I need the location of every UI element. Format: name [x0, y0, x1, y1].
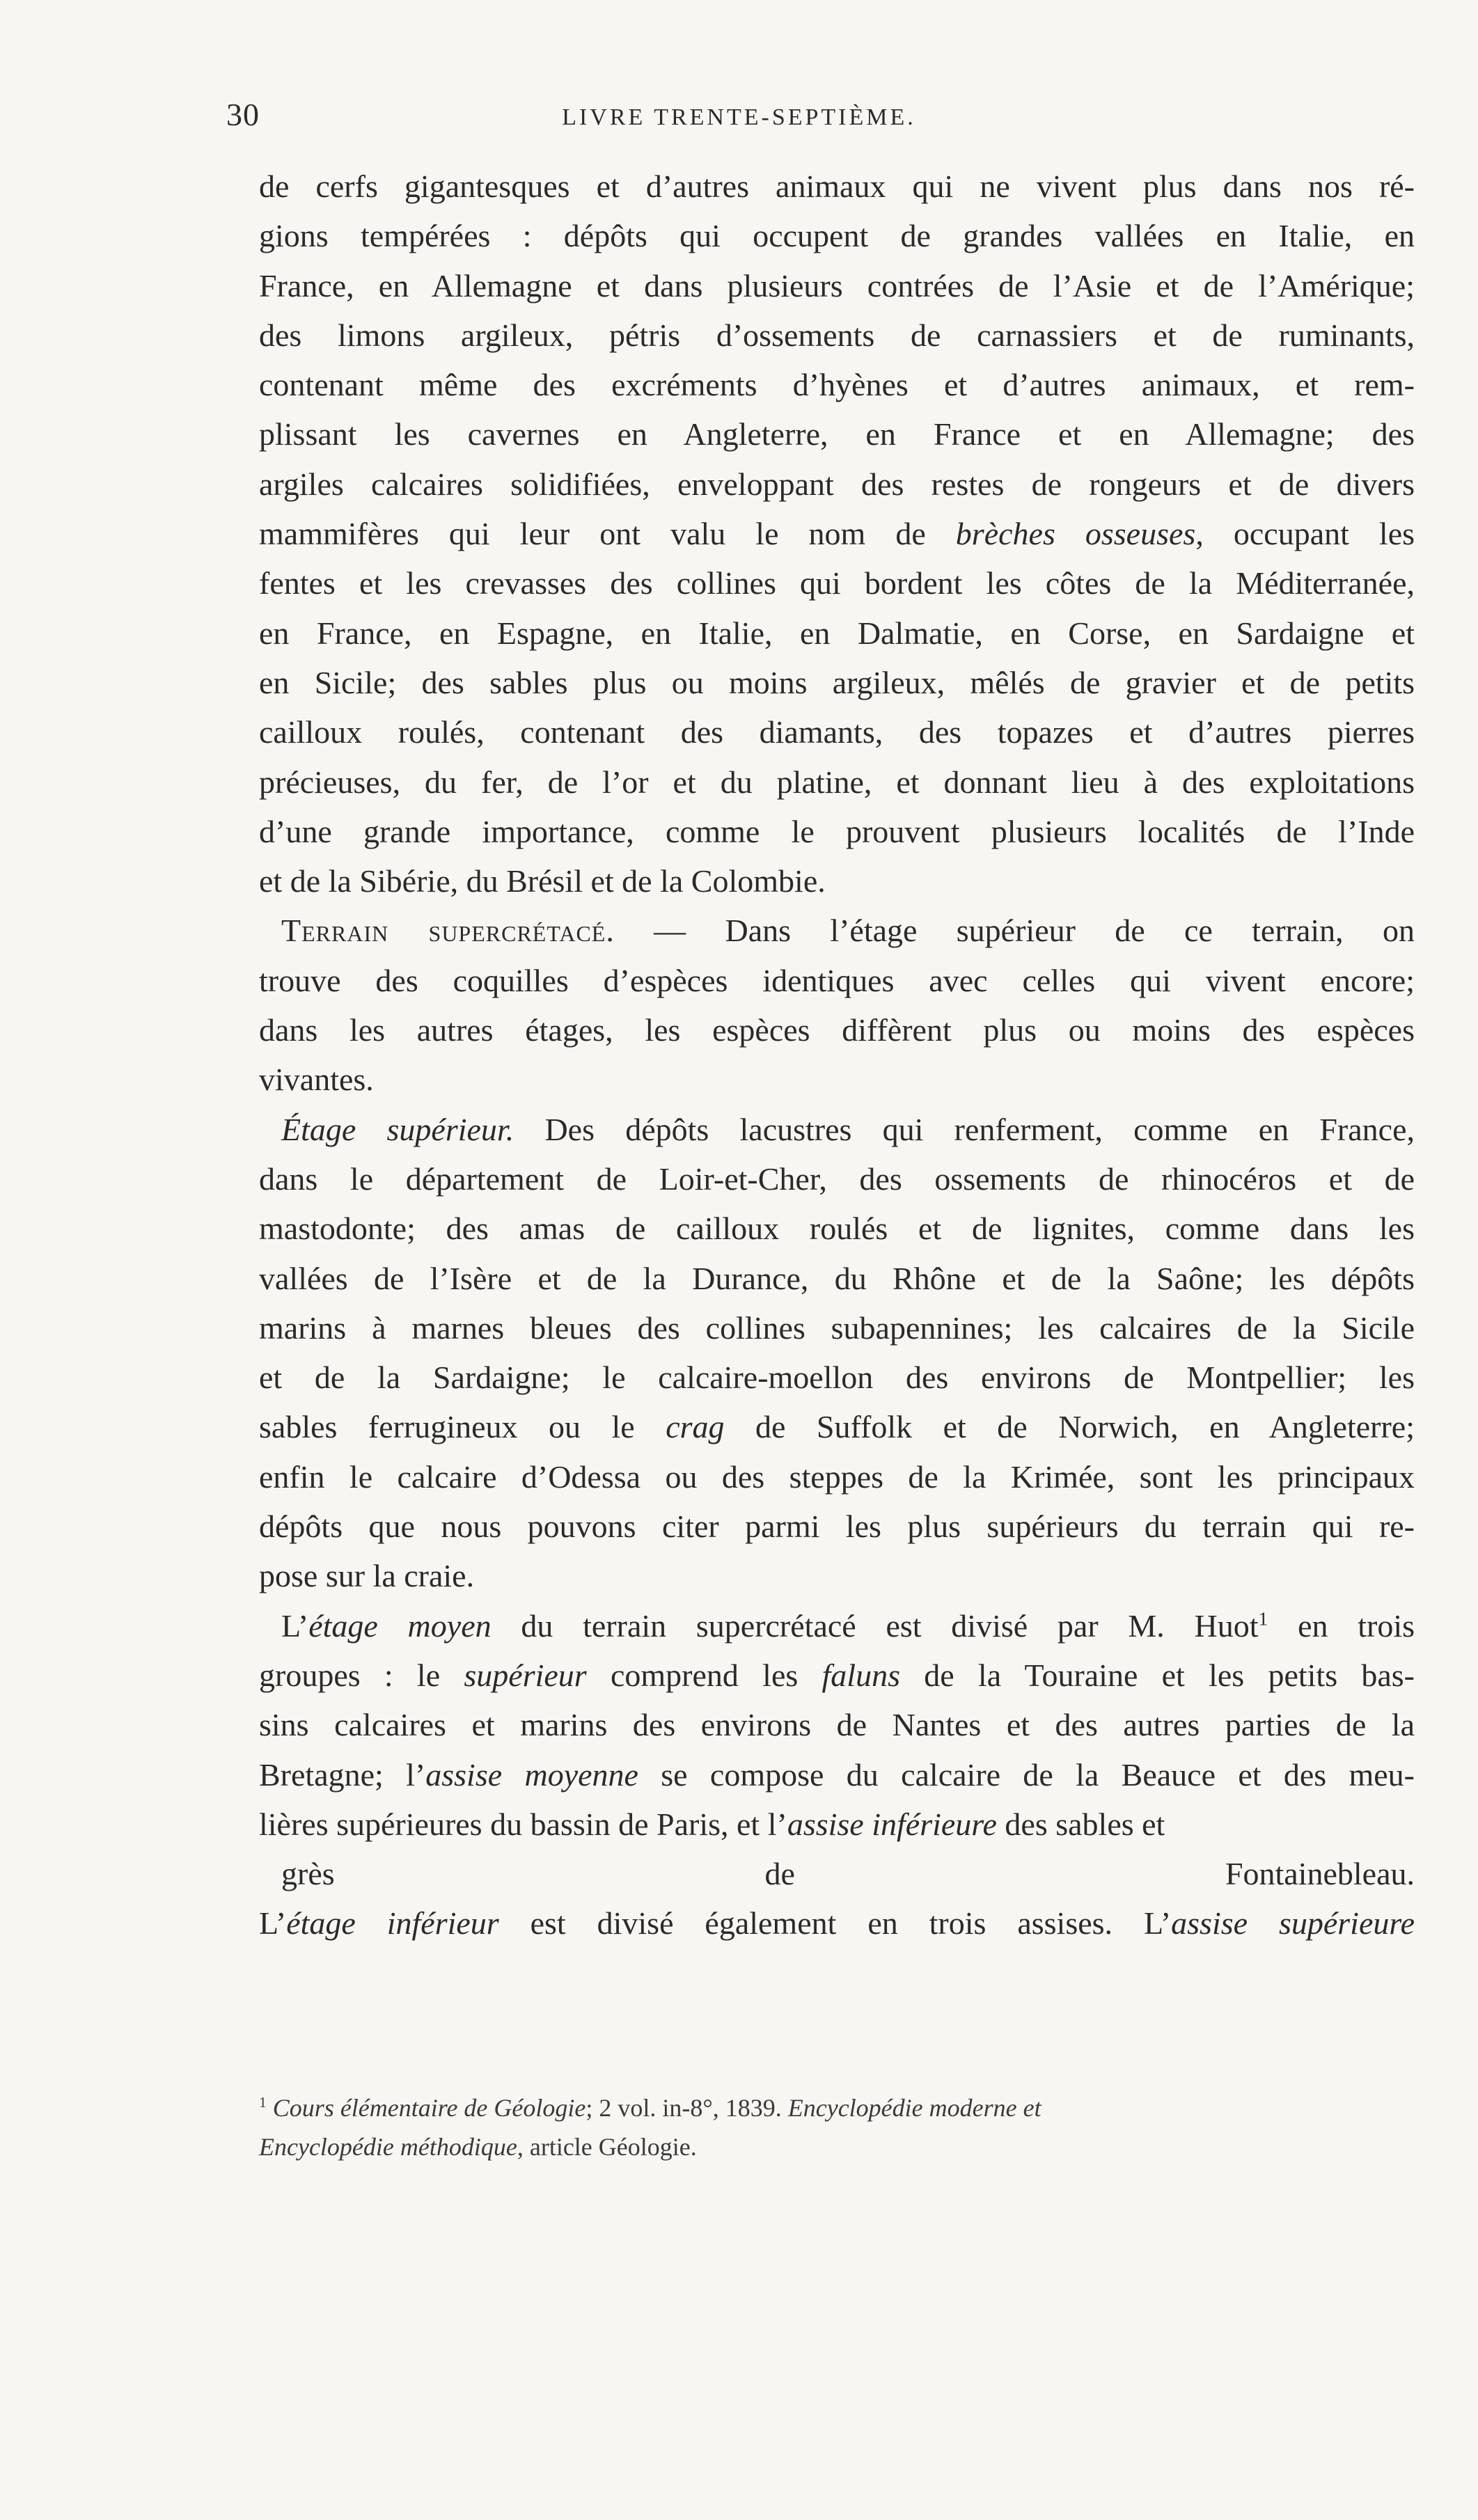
text-line: en France, en Espagne, en Italie, en Dalmatie, en Corse, en Sardaigne et: [259, 615, 1415, 651]
text-line: [259, 1800, 1415, 1849]
text-run: Bretagne; l’: [259, 1756, 426, 1793]
text-line: [259, 1898, 1415, 1948]
text-run: sables ferrugineux ou le: [259, 1409, 666, 1445]
footnote-title-1: Cours élémentaire de Géologie: [272, 2094, 586, 2122]
footnote-reference: 1: [1258, 1607, 1268, 1630]
italic-term: assise moyenne: [425, 1756, 638, 1793]
text-run: Des dépôts lacustres qui renferment, comme en France,: [514, 1111, 1415, 1147]
text-run: — Dans l’étage supérieur de ce terrain, on: [614, 913, 1415, 949]
text-run: mammifères qui leur ont valu le nom de: [259, 516, 956, 552]
text-line: contenant même des excréments d’hyènes et d’autres animaux, et rem-: [259, 367, 1415, 403]
text-run: des sables et: [996, 1806, 1165, 1842]
footnote-line-1: [259, 2088, 1415, 2127]
text-line: [259, 1402, 1415, 1451]
text-line: grès de Fontainebleau.: [281, 1856, 1415, 1892]
text-line: fentes et les crevasses des collines qui bordent les côtes de la Méditerranée,: [259, 565, 1415, 601]
text-line: marins à marnes bleues des collines subapennines; les calcaires de la Sicile: [259, 1309, 1415, 1346]
text-line: trouve des coquilles d’espèces identiques avec celles qui vivent encore;: [259, 962, 1415, 998]
text-line: précieuses, du fer, de l’or et du platine, et donnant lieu à des exploitations: [259, 764, 1415, 800]
text-line: des limons argileux, pétris d’ossements de carnassiers et de ruminants,: [259, 317, 1415, 353]
text-run: en trois: [1268, 1607, 1415, 1644]
running-head: LIVRE TRENTE-SEPTIÈME.: [562, 104, 916, 130]
text-line: France, en Allemagne et dans plusieurs contrées de l’Asie et de l’Amérique;: [259, 267, 1415, 304]
body-text: [259, 162, 1415, 1948]
footnote-line-2: [259, 2127, 1415, 2166]
italic-term: supérieur: [464, 1657, 587, 1693]
text-line: [259, 1601, 1415, 1651]
italic-term: étage moyen: [308, 1607, 492, 1644]
italic-term: étage inférieur: [286, 1905, 499, 1942]
text-run: comprend les: [586, 1657, 822, 1693]
text-line: en Sicile; des sables plus ou moins argileux, mêlés de gravier et de petits: [259, 664, 1415, 700]
text-run: du terrain supercrétacé est divisé par M. Huot: [491, 1607, 1259, 1644]
text-run: , occupant les: [1195, 516, 1415, 552]
text-line: sins calcaires et marins des environs de Nantes et des autres parties de la: [259, 1707, 1415, 1743]
italic-term: brèches osseuses: [955, 516, 1196, 552]
text-line: et de la Sardaigne; le calcaire-moellon des environs de Montpellier; les: [259, 1360, 1415, 1396]
text-run: de la Touraine et les petits bas-: [900, 1657, 1415, 1693]
footnote: [259, 2088, 1415, 2166]
text-line: pose sur la craie.: [259, 1558, 475, 1594]
text-line: gions tempérées : dépôts qui occupent de grandes vallées en Italie, en: [259, 218, 1415, 254]
text-line: enfin le calcaire d’Odessa ou des steppes de la Krimée, sont les principaux: [259, 1458, 1415, 1495]
text-run: de Suffolk et de Norwich, en Angleterre;: [724, 1409, 1415, 1445]
footnote-title-2: Encyclopédie moderne et: [787, 2094, 1041, 2122]
text-run: L’: [259, 1905, 287, 1942]
footnote-text-1: ; 2 vol. in-8°, 1839.: [585, 2094, 788, 2122]
page-number: 30: [226, 97, 260, 132]
section-heading: Terrain supercrétacé.: [281, 913, 615, 949]
text-line: cailloux roulés, contenant des diamants, des topazes et d’autres pierres: [259, 714, 1415, 750]
footnote-text-2: , article Géologie.: [517, 2133, 697, 2161]
text-line: de cerfs gigantesques et d’autres animaux qui ne vivent plus dans nos ré-: [259, 168, 1415, 204]
text-run: lières supérieures du bassin de Paris, et l’: [259, 1806, 787, 1842]
text-line: et de la Sibérie, du Brésil et de la Colombie.: [259, 863, 826, 899]
footnote-title-3: Encyclopédie méthodique: [259, 2133, 517, 2161]
italic-term: assise inférieure: [787, 1806, 997, 1842]
italic-term: crag: [666, 1409, 725, 1445]
text-line: [259, 509, 1415, 558]
text-line: [259, 1750, 1415, 1800]
text-line: [259, 1105, 1415, 1154]
italic-term: faluns: [821, 1657, 900, 1693]
text-line: d’une grande importance, comme le prouvent plusieurs localités de l’Inde: [259, 813, 1415, 849]
text-line: dans les autres étages, les espèces diffèrent plus ou moins des espèces: [259, 1012, 1415, 1048]
text-line: vallées de l’Isère et de la Durance, du Rhône et de la Saône; les dépôts: [259, 1260, 1415, 1296]
text-line: [259, 1651, 1415, 1700]
text-line: dans le département de Loir-et-Cher, des ossements de rhinocéros et de: [259, 1160, 1415, 1197]
text-run: est divisé également en trois assises. L’: [498, 1905, 1172, 1942]
text-line: plissant les cavernes en Angleterre, en France et en Allemagne; des: [259, 416, 1415, 452]
text-line: argiles calcaires solidifiées, enveloppant des restes de rongeurs et de divers: [259, 466, 1415, 502]
footnote-marker: 1: [259, 2094, 267, 2111]
text-line: dépôts que nous pouvons citer parmi les plus supérieurs du terrain qui re-: [259, 1509, 1415, 1545]
italic-term: assise supérieure: [1171, 1905, 1415, 1942]
text-run: L’: [281, 1607, 309, 1644]
text-run: groupes : le: [259, 1657, 464, 1693]
italic-term: Étage supérieur.: [281, 1111, 514, 1147]
text-line: vivantes.: [259, 1062, 374, 1098]
text-line: mastodonte; des amas de cailloux roulés et de lignites, comme dans les: [259, 1211, 1415, 1247]
text-line: [259, 906, 1415, 955]
text-run: se compose du calcaire de la Beauce et des meu-: [638, 1756, 1415, 1793]
